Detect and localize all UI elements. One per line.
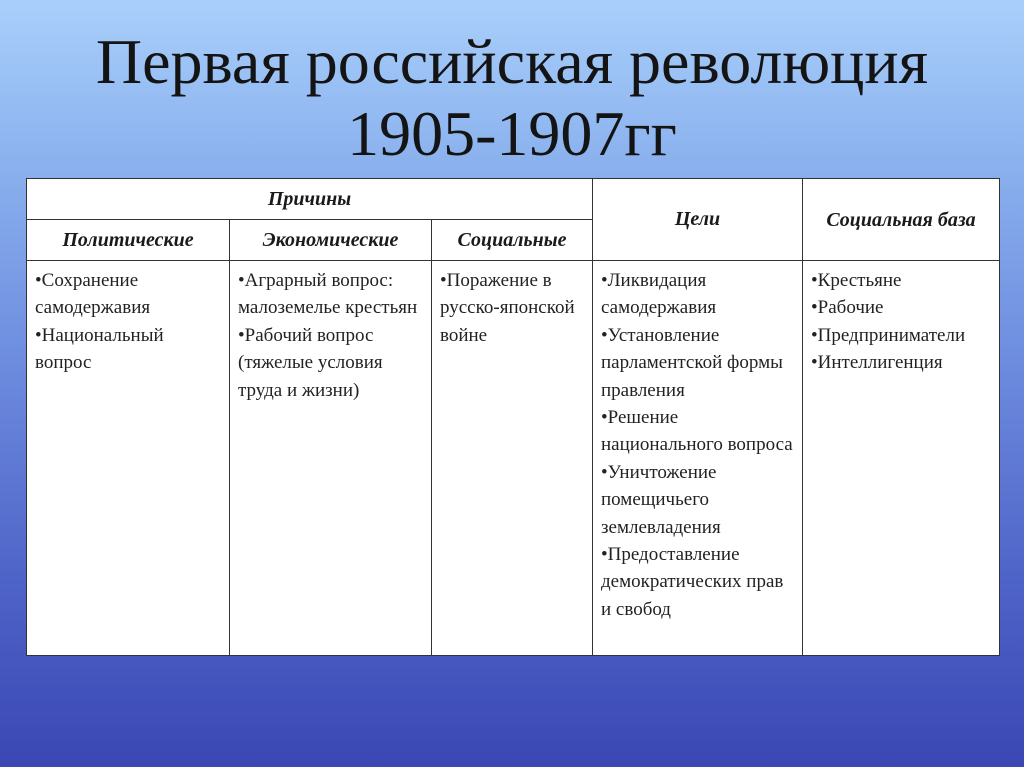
list-political [35, 267, 223, 377]
header-social-base: Социальная база [803, 179, 1000, 261]
cell-political [27, 261, 230, 656]
list-item: •Предприниматели [811, 324, 966, 346]
list-item: •Рабочие [811, 297, 884, 319]
revolution-table-container [26, 178, 999, 656]
cell-economic [230, 261, 432, 656]
header-political: Политические [27, 220, 230, 261]
list-item: •Поражение в русско-японской войне [440, 270, 575, 346]
list-social [440, 267, 586, 349]
list-goals [601, 267, 796, 623]
title-line-1: Первая российская революция [95, 26, 929, 97]
cell-goals [593, 261, 803, 656]
list-item: •Аграрный вопрос: малоземелье крестьян [238, 270, 418, 319]
list-item: •Ликвидация самодержавия [601, 270, 717, 319]
slide-title [0, 26, 1024, 170]
header-economic: Экономические [230, 220, 432, 261]
cell-social-base [803, 261, 1000, 656]
header-social: Социальные [432, 220, 593, 261]
list-item: •Установление парламентской формы правления [601, 324, 783, 401]
header-goals: Цели [593, 179, 803, 261]
list-item: •Интеллигенция [811, 352, 943, 374]
header-causes: Причины [27, 179, 593, 220]
list-item: •Национальный вопрос [35, 324, 164, 374]
list-social-base [811, 267, 993, 377]
list-item: •Крестьяне [811, 270, 902, 291]
list-item: •Предоставление демократических прав и свобод [601, 544, 784, 620]
list-item: •Уничтожение помещичьего землевладения [601, 461, 721, 538]
list-item: •Сохранение самодержавия [35, 270, 151, 319]
list-item: •Рабочий вопрос (тяжелые условия труда и жизни) [238, 324, 383, 401]
list-economic [238, 267, 425, 404]
list-item: •Решение национального вопроса [601, 407, 793, 456]
revolution-table [26, 178, 1000, 656]
cell-social [432, 261, 593, 656]
title-line-2: 1905-1907гг [347, 98, 677, 169]
